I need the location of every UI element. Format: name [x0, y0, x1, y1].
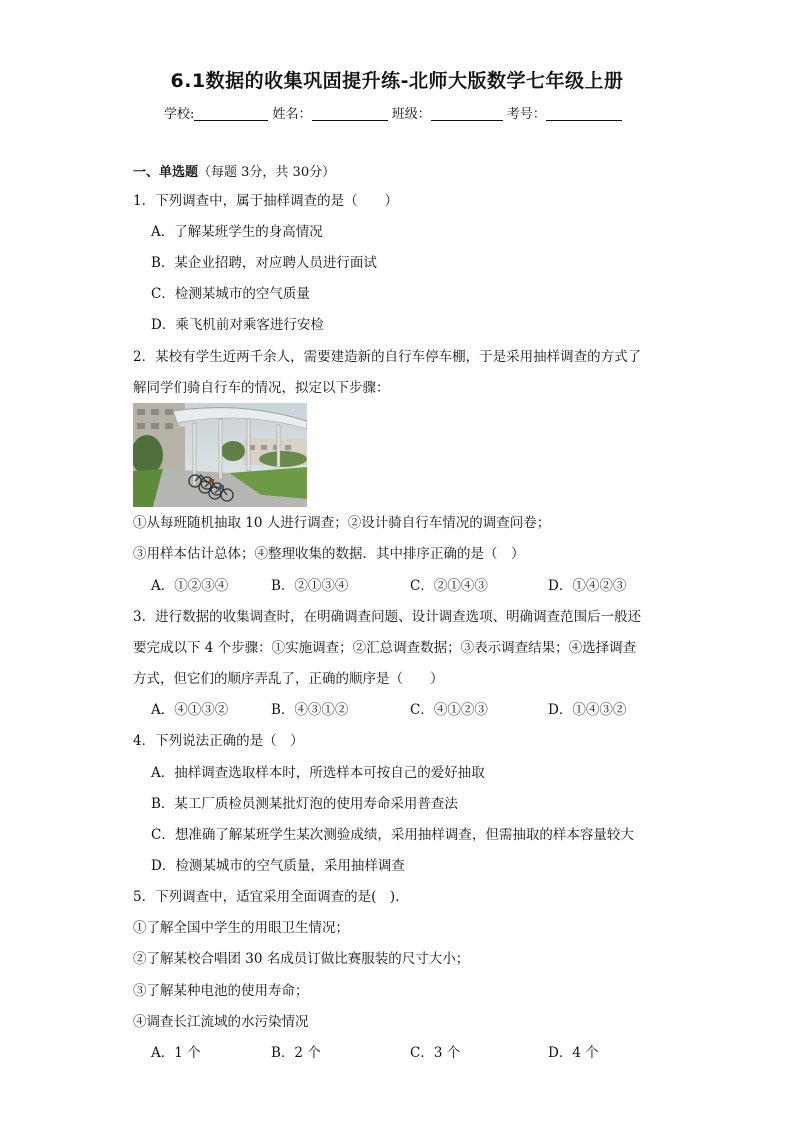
question-4-option-a[interactable]: A．抽样调查选取样本时，所选样本可按自己的爱好抽取 [151, 765, 485, 781]
section-heading [133, 164, 335, 182]
question-3-option-a[interactable]: A．④①③② [151, 702, 229, 718]
name-label: 姓名： [272, 107, 312, 122]
question-5-option-d[interactable]: D．4 个 [548, 1045, 599, 1061]
question-2-option-c[interactable]: C．②①④③ [410, 578, 488, 594]
student-info-row [164, 103, 622, 122]
question-5-item-3: ③了解某种电池的使用寿命； [133, 983, 309, 999]
question-5-item-4: ④调查长江流域的水污染情况 [133, 1014, 309, 1030]
question-4-option-b[interactable]: B．某工厂质检员测某批灯泡的使用寿命采用普查法 [151, 796, 458, 812]
question-5-item-1: ①了解全国中学生的用眼卫生情况； [133, 920, 349, 936]
question-1-option-d[interactable]: D．乘飞机前对乘客进行安检 [151, 317, 324, 333]
question-5-stem: 5．下列调查中，适宜采用全面调查的是( ). [133, 889, 400, 905]
question-5-item-2: ②了解某校合唱团 30 名成员订做比赛服装的尺寸大小； [133, 951, 470, 967]
question-1-option-c[interactable]: C．检测某城市的空气质量 [151, 286, 310, 302]
id-label: 考号： [506, 107, 546, 122]
school-blank [194, 106, 268, 121]
class-blank [431, 106, 503, 121]
question-3-option-b[interactable]: B．④③①② [271, 702, 349, 718]
question-4-stem: 4．下列说法正确的是（ ） [133, 733, 304, 749]
question-2-option-b[interactable]: B．②①③④ [271, 578, 349, 594]
question-4-option-d[interactable]: D．检测某城市的空气质量，采用抽样调查 [151, 858, 405, 874]
question-3-option-d[interactable]: D．①④③② [548, 702, 627, 718]
section-note: （每题 3分，共 30分） [198, 165, 336, 180]
class-label: 班级： [391, 107, 431, 122]
question-3-stem-line-2: 要完成以下 4 个步骤：①实施调查；②汇总调查数据；③表示调查结果；④选择调查 [133, 640, 637, 656]
question-5-option-a[interactable]: A．1 个 [151, 1045, 201, 1061]
question-2-steps-line-1: ①从每班随机抽取 10 人进行调查；②设计骑自行车情况的调查问卷； [133, 515, 551, 531]
question-2-option-d[interactable]: D．①④②③ [548, 578, 627, 594]
name-blank [312, 106, 388, 121]
section-title: 一、单选题 [133, 165, 199, 180]
question-1-option-a[interactable]: A．了解某班学生的身高情况 [151, 224, 323, 240]
bicycle-shed-photo [133, 403, 307, 507]
id-blank [546, 106, 622, 121]
question-2-option-a[interactable]: A．①②③④ [151, 578, 229, 594]
question-3-option-c[interactable]: C．④①②③ [410, 702, 488, 718]
question-1-stem: 1．下列调查中，属于抽样调查的是（ ） [133, 193, 399, 209]
page-title: 6.1数据的收集巩固提升练-北师大版数学七年级上册 [170, 70, 624, 92]
question-2-stem-line-2: 解同学们骑自行车的情况，拟定以下步骤： [133, 380, 390, 396]
question-2-steps-line-2: ③用样本估计总体；④整理收集的数据．其中排序正确的是（ ） [133, 546, 525, 562]
question-2-stem-line-1: 2．某校有学生近两千余人，需要建造新的自行车停车棚，于是采用抽样调查的方式了 [133, 349, 642, 365]
question-5-option-b[interactable]: B．2 个 [271, 1045, 321, 1061]
question-5-option-c[interactable]: C．3 个 [410, 1045, 461, 1061]
question-4-option-c[interactable]: C．想准确了解某班学生某次测验成绩，采用抽样调查，但需抽取的样本容量较大 [151, 827, 634, 843]
question-1-option-b[interactable]: B．某企业招聘，对应聘人员进行面试 [151, 255, 377, 271]
question-3-stem-line-3: 方式，但它们的顺序弄乱了，正确的顺序是（ ） [133, 671, 444, 687]
question-3-stem-line-1: 3．进行数据的收集调查时，在明确调查问题、设计调查选项、明确调查范围后一般还 [133, 609, 642, 625]
bicycle-shed-illustration [133, 403, 307, 507]
school-label: 学校: [164, 107, 195, 122]
